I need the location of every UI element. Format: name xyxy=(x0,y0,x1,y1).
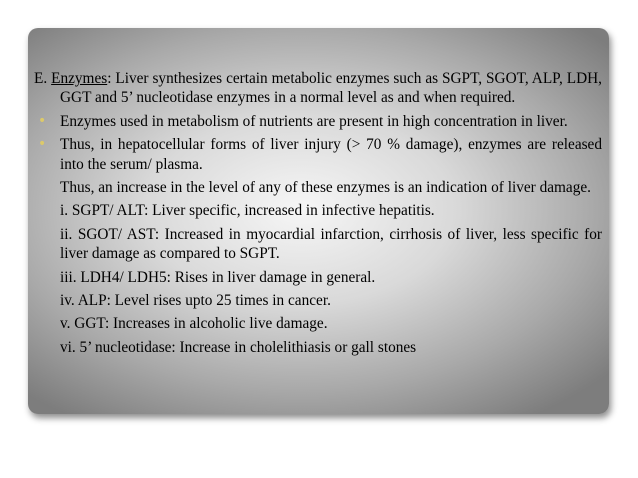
slide-content xyxy=(34,69,602,361)
item-ggt: v. GGT: Increases in alcoholic live damage. xyxy=(60,315,328,333)
intro-lead: E. xyxy=(34,70,48,87)
bullet-item xyxy=(34,135,602,174)
item-ldh: iii. LDH4/ LDH5: Rises in liver damage in general. xyxy=(60,268,376,286)
item-sgot: ii. SGOT/ AST: Increased in myocardial infarction, cirrhosis of liver, less specific for liver damage as compared to SGPT. xyxy=(60,225,602,263)
intro-term: Enzymes xyxy=(51,70,108,87)
bullet-item xyxy=(34,112,602,131)
bullet-text: Thus, in hepatocellular forms of liver injury (> 70 % damage), enzymes are released into the serum/ plasma. xyxy=(60,136,602,173)
bullet-text: Enzymes used in metabolism of nutrients are present in high concentration in liver. xyxy=(60,112,568,130)
paragraph-indication: Thus, an increase in the level of any of these enzymes is an indication of liver damage. xyxy=(60,179,591,197)
bullet-icon: • xyxy=(38,136,47,153)
intro-text: : Liver synthesizes certain metabolic enzymes such as SGPT, SGOT, ALP, LDH, GGT and 5’ nucleotidase enzymes in a normal level as and when required. xyxy=(60,70,603,107)
item-sgpt: i. SGPT/ ALT: Liver specific, increased in infective hepatitis. xyxy=(60,202,435,220)
item-alp: iv. ALP: Level rises upto 25 times in cancer. xyxy=(60,292,331,310)
bullet-icon: • xyxy=(38,112,47,129)
item-nucleotidase: vi. 5’ nucleotidase: Increase in cholelithiasis or gall stones xyxy=(60,338,417,356)
enzymes-intro xyxy=(34,69,602,108)
